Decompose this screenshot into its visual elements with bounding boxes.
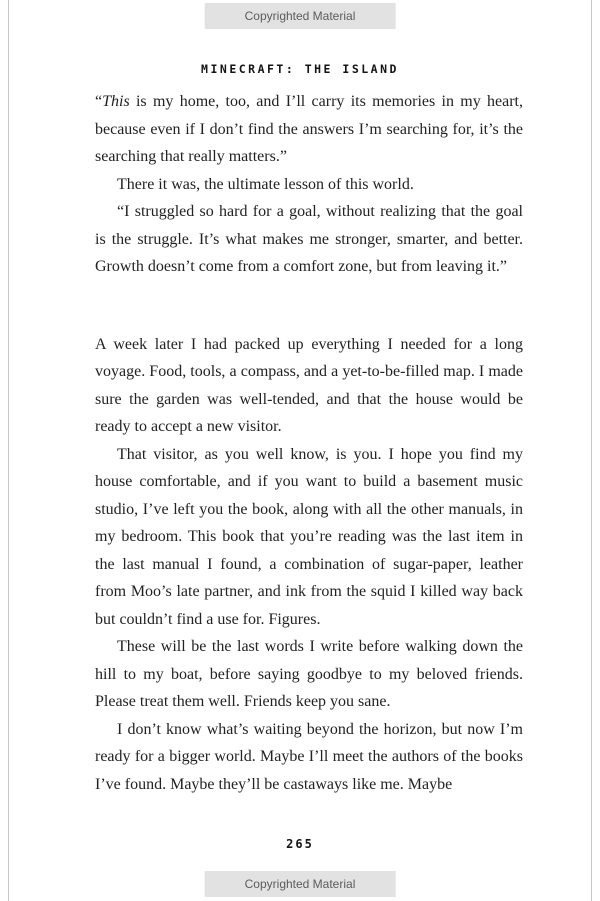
page-number: 265 [286,837,314,851]
page-edge-left [8,0,9,901]
copyright-notice-top: Copyrighted Material [205,3,396,29]
body-text [95,88,523,798]
page-edge-right [591,0,592,901]
running-head-title: MINECRAFT: THE ISLAND [201,62,399,76]
paragraph [95,88,523,171]
copyright-notice-bottom: Copyrighted Material [205,871,396,897]
paragraph: There it was, the ultimate lesson of this world. [117,175,414,193]
paragraph-text: is my home, too, and I’ll carry its memories in my heart, because even if I don’t find the answers I’m searching for, it’s the searching that really matters.” [95,93,523,165]
paragraph: That visitor, as you well know, is you. I hope you find my house comfortable, and if you want to build a basement music studio, I’ve left you the book, along with all the other manuals, in my bedroom. This book that you’re reading was the last item in the last manual I found, a combination of sugar-paper, leather from Moo’s late partner, and ink from the squid I killed way back but couldn’t find a use for. Figures. [95,445,523,628]
paragraph: These will be the last words I write before walking down the hill to my boat, before saying goodbye to my beloved friends. Please treat them well. Friends keep you sane. [95,638,523,710]
paragraph: I don’t know what’s waiting beyond the horizon, but now I’m ready for a bigger world. Maybe I’ll meet the authors of the books I’ve found. Maybe they’ll be castaways like me. Maybe [95,720,523,793]
quote-mark: “ [95,93,103,110]
paragraph: “I struggled so hard for a goal, without realizing that the goal is the struggle. It’s what makes me stronger, smarter, and better. Growth doesn’t come from a comfort zone, but from leaving it.” [95,203,523,275]
italic-lead-word: This [102,93,130,110]
paragraph: A week later I had packed up everything I needed for a long voyage. Food, tools, a compass, and a yet-to-be-filled map. I made sure the garden was well-tended, and that the house would be ready to accept a new visitor. [95,335,523,435]
